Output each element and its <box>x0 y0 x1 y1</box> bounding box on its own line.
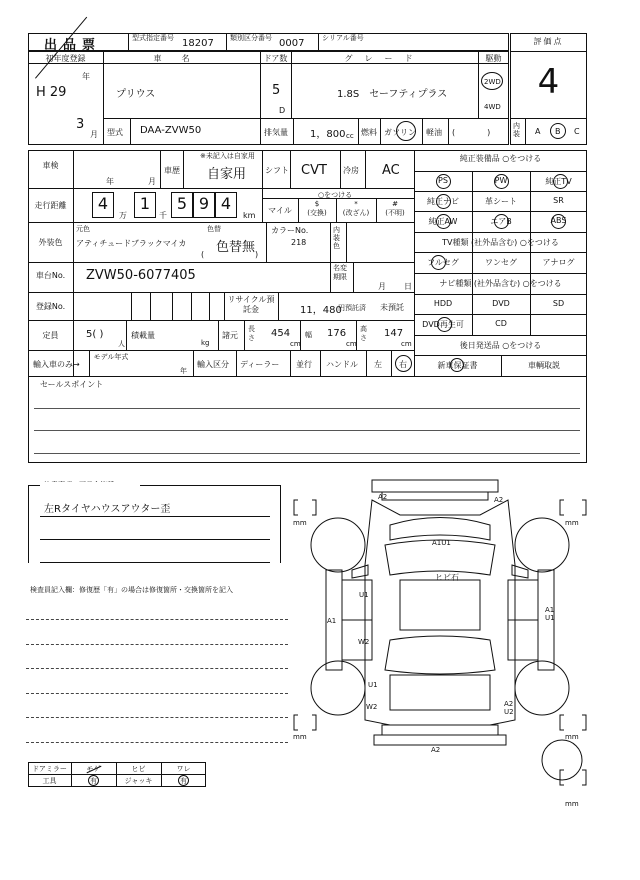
divider <box>236 350 237 376</box>
parallel-label: 並行 <box>296 360 312 369</box>
model-no-value: 18207 <box>182 38 214 49</box>
height-value: 147 <box>384 328 404 339</box>
capacity-value: 5( ) <box>86 329 104 340</box>
notes-line <box>40 562 270 563</box>
right-handle-circle <box>395 355 412 372</box>
unknown-label: # (不明) <box>385 200 405 217</box>
history-label: 車歴 <box>164 166 180 175</box>
divider <box>172 292 173 320</box>
hood <box>390 518 490 541</box>
damage-a1-left: A1 <box>327 617 337 625</box>
damage-a2-top-left: A2 <box>378 493 388 501</box>
chassis-value: ZVW50-6077405 <box>86 268 196 283</box>
tv-analog: アナログ <box>542 258 575 267</box>
divider <box>126 320 127 350</box>
notes-bracket <box>28 485 281 563</box>
inspector-label: 検査員記入欄：修復歴「有」の場合は修復箇所・交換箇所を記入 <box>30 586 233 594</box>
model-year-label: モデル年式 <box>93 353 129 361</box>
divider <box>28 774 206 775</box>
history-value: 自家用 <box>207 167 247 182</box>
color-no-label: カラーNo. <box>271 226 309 235</box>
sales-line <box>34 408 580 409</box>
sales-line <box>34 430 580 431</box>
model-no-label: 型式指定番号 <box>132 34 174 42</box>
model-type-value: DAA-ZVW50 <box>140 125 202 136</box>
divider <box>358 118 359 145</box>
dealer-label: ディーラー <box>240 360 280 369</box>
divider <box>414 335 587 336</box>
rear-bumper-lower <box>374 735 506 745</box>
recycle-unit: 円預託済 <box>338 304 366 312</box>
fuel-label: 燃料 <box>361 128 377 137</box>
wheel-front-right <box>515 518 569 572</box>
mileage-label: 走行距離 <box>34 201 67 210</box>
divider <box>300 320 301 350</box>
bracket <box>294 500 298 515</box>
navi-cd: CD <box>495 319 507 328</box>
load-unit: kg <box>201 339 210 347</box>
front-bumper <box>372 480 498 492</box>
divider <box>414 171 587 172</box>
divider <box>290 350 291 376</box>
divider <box>218 320 219 350</box>
damage-a1u1-right: A1 U1 <box>545 606 555 622</box>
interior-b: B <box>555 127 561 136</box>
interior-label: 内装 <box>513 122 520 138</box>
height-label: 高さ <box>360 325 367 342</box>
shift-label: シフト <box>265 166 289 175</box>
diagram-mm: mm <box>293 519 307 527</box>
navi-dvd-play: DVD再生可 <box>422 320 464 329</box>
divider <box>414 294 587 295</box>
notes-line <box>40 516 270 517</box>
bracket <box>560 715 564 730</box>
divider <box>28 262 414 263</box>
divider <box>262 150 263 188</box>
wheel-rear-right <box>515 661 569 715</box>
bracket <box>312 500 316 515</box>
recycle-not: 未預託 <box>380 303 404 312</box>
inspection-month: 月 <box>148 177 156 186</box>
divider <box>472 171 473 335</box>
mileage-km: km <box>243 211 256 220</box>
divider <box>330 222 331 262</box>
divider <box>525 118 526 145</box>
inspector-line <box>26 693 288 694</box>
later-title: 後日発送品 ○をつける <box>459 341 542 350</box>
equip-ps-circle <box>436 174 451 189</box>
divider <box>128 33 129 51</box>
fuel-gas: ガソリン <box>384 128 416 137</box>
chassis-label: 車台No. <box>35 271 66 280</box>
capacity-label: 定員 <box>42 331 59 340</box>
equip-aw-circle <box>436 214 451 229</box>
mirror-hibi: ヒビ <box>131 765 146 773</box>
color-tone: 色替無 <box>216 240 256 255</box>
mileage-digit-2: 1 <box>139 194 151 213</box>
tool-label: 工具 <box>42 777 57 785</box>
mileage-digit-1: 4 <box>97 194 109 213</box>
equip-navi: 純正ナビ <box>427 197 459 206</box>
notes-line <box>40 539 270 540</box>
import-label: 輸入車のみ→ <box>33 360 80 369</box>
diagram-mm: mm <box>565 800 579 808</box>
drive-label: 駆動 <box>485 54 502 63</box>
tool-have: 有 <box>90 777 97 785</box>
equip-pw-circle <box>494 174 509 189</box>
equip-sr: SR <box>553 196 564 205</box>
doors-label: ドア数 <box>263 54 288 63</box>
wheel-rear-left <box>311 661 365 715</box>
equip-airbag: エアB <box>490 217 512 226</box>
divider <box>448 118 449 145</box>
divider <box>28 222 414 223</box>
divider <box>414 211 587 212</box>
later-warranty: 新車保証書 <box>437 361 478 370</box>
grade-label: グレード <box>344 54 425 63</box>
first-reg-label: 初年度登録 <box>45 54 86 63</box>
divider <box>28 376 587 377</box>
equip-pw: PW <box>494 176 508 185</box>
equip-tv: 純正TV <box>545 177 572 186</box>
navi-dvd-play-circle <box>437 317 452 332</box>
spare-tire <box>542 740 582 780</box>
length-label: 長さ <box>248 325 255 342</box>
diagram-mm: mm <box>293 733 307 741</box>
tv-title: TV種類 (社外品含む) ○をつける <box>442 238 559 247</box>
divider <box>103 51 104 145</box>
divider <box>226 33 227 51</box>
length-unit: cm <box>290 340 301 348</box>
rear-bumper <box>382 725 498 735</box>
mileage-digit-3: 5 <box>176 194 188 213</box>
equip-airbag-circle <box>494 214 509 229</box>
divider <box>422 118 423 145</box>
divider <box>365 150 366 188</box>
divider <box>266 222 267 262</box>
divider <box>414 314 587 315</box>
diagram-mm: mm <box>565 733 579 741</box>
capacity-unit: 人 <box>118 340 125 348</box>
score-value: 4 <box>537 62 560 102</box>
bracket <box>582 500 586 515</box>
displacement-value: 1，800 <box>310 129 346 140</box>
divider <box>278 292 279 320</box>
divider <box>346 222 347 262</box>
width-unit: cm <box>346 340 357 348</box>
load-label: 積載量 <box>131 331 155 340</box>
wheel-front-left <box>311 518 365 572</box>
inspector-line <box>26 619 288 620</box>
width-value: 176 <box>327 328 347 339</box>
bracket <box>294 715 298 730</box>
handle-label: ハンドル <box>326 360 358 369</box>
displacement-label: 排気量 <box>264 128 288 137</box>
damage-w2-left: W2 <box>358 638 370 646</box>
tamper-label: * (改ざん) <box>342 200 370 217</box>
sales-point-label: セールスポイント <box>40 380 104 389</box>
damage-w2-rear: W2 <box>366 703 378 711</box>
equip-leather: 革シート <box>485 197 517 206</box>
divider <box>183 150 184 188</box>
divider <box>320 350 321 376</box>
divider <box>89 350 90 376</box>
damage-a2-top-right: A2 <box>494 496 504 504</box>
inspector-line <box>26 644 288 645</box>
damage-u1-left: U1 <box>359 591 369 599</box>
interior-b-circle <box>550 123 566 139</box>
mileage-circle-note: ○をつける <box>318 191 353 199</box>
orig-color: アティチュードブラックマイカ <box>76 239 187 248</box>
equip-abs: ABS <box>550 216 567 225</box>
divider <box>209 292 210 320</box>
import-type-label: 輸入区分 <box>197 360 229 369</box>
displacement-unit: cc <box>346 132 354 140</box>
bracket <box>582 715 586 730</box>
paren-close: ) <box>255 250 259 259</box>
divider <box>160 150 161 188</box>
doors-value: 5 <box>272 83 281 98</box>
navi-hdd: HDD <box>433 299 453 308</box>
nc-day: 日 <box>404 282 412 291</box>
divider <box>391 350 392 376</box>
tool-jack-have: 有 <box>180 777 187 785</box>
rear-glass <box>385 636 495 674</box>
divider <box>290 150 291 188</box>
divider <box>330 262 331 292</box>
factory-equipment-title: 純正装備品 ○をつける <box>459 154 542 163</box>
divider <box>510 118 587 119</box>
exchange-label: $ (交換) <box>307 200 327 217</box>
body-outline <box>365 500 515 725</box>
divider <box>501 355 502 376</box>
divider <box>366 350 367 376</box>
divider <box>150 292 151 320</box>
divider <box>414 273 587 274</box>
divider <box>380 118 381 145</box>
width-label: 幅 <box>305 331 312 339</box>
drive-2wd-circle <box>481 72 503 90</box>
divider <box>73 150 74 376</box>
equip-aw: 純正AW <box>428 217 458 226</box>
diagram-mm: mm <box>565 519 579 527</box>
nc-month: 月 <box>378 282 386 291</box>
cooler-value: AC <box>382 163 400 178</box>
navi-sd: SD <box>552 299 565 308</box>
recycle-label: リサイクル預託金 <box>227 295 275 314</box>
damage-hibi-ishi: ヒビ石 <box>435 573 459 582</box>
height-unit: cm <box>401 340 412 348</box>
tv-fullseg-circle <box>431 255 446 270</box>
color-no: 218 <box>291 238 307 247</box>
mirror-moge: モゲ <box>86 765 101 773</box>
inspection-year: 年 <box>106 177 114 186</box>
color-tone-label: 色替 <box>207 225 221 233</box>
inspector-line <box>26 668 288 669</box>
car-diagram <box>290 470 590 810</box>
divider <box>28 350 414 351</box>
fuel-gas-circle <box>396 121 416 141</box>
mileage-digit-5: 4 <box>220 194 232 213</box>
door-rr <box>508 620 538 660</box>
year-unit: 年 <box>82 72 90 81</box>
color-label: 外装色 <box>38 238 63 247</box>
divider <box>414 232 587 233</box>
divider <box>356 320 357 350</box>
orig-color-label: 元色 <box>76 225 90 233</box>
later-manual: 車輌取説 <box>528 361 560 370</box>
cooler-label: 冷房 <box>343 166 359 175</box>
bracket <box>582 770 586 785</box>
drive-4wd: 4WD <box>484 103 501 111</box>
divider <box>130 118 131 145</box>
month-unit: 月 <box>90 130 98 139</box>
divider <box>414 191 587 192</box>
divider <box>340 150 341 188</box>
notes-line1: 左Rタイヤハウスアウター歪 <box>44 504 171 515</box>
navi-dvd: DVD <box>492 299 510 308</box>
divider <box>260 51 261 145</box>
divider <box>28 292 414 293</box>
divider <box>510 51 587 52</box>
mileage-sen: 千 <box>159 211 167 220</box>
damage-a1u1-roof: A1U1 <box>432 539 451 547</box>
divider <box>414 252 587 253</box>
serial-label: シリアル番号 <box>322 34 364 42</box>
divider <box>318 33 319 51</box>
equip-navi-circle <box>436 194 451 209</box>
notes-bracket-mask <box>40 482 140 488</box>
divider <box>131 292 132 320</box>
damage-a2-bottom: A2 <box>431 746 441 754</box>
bracket <box>560 770 564 785</box>
trunk <box>390 675 490 710</box>
tv-oneseg: ワンセグ <box>485 258 517 267</box>
mileage-man: 万 <box>119 211 127 220</box>
fuel-other: ( ) <box>452 128 491 137</box>
divider <box>353 262 354 292</box>
history-note: ※未記入は自家用 <box>200 152 255 160</box>
interior-c: C <box>574 127 580 136</box>
mile-label: マイル <box>268 206 292 215</box>
shift-value: CVT <box>301 163 327 178</box>
category-label: 類別区分番号 <box>230 34 272 42</box>
damage-u1-rear: U1 <box>368 681 378 689</box>
right-label: 右 <box>399 360 407 369</box>
page-title: 出品票 <box>44 38 102 53</box>
roof <box>400 580 480 630</box>
divider <box>193 350 194 376</box>
later-warranty-circle <box>450 358 464 372</box>
equip-abs-circle <box>551 214 566 229</box>
car-name-label: 車名 <box>153 54 210 63</box>
sales-line <box>34 453 580 454</box>
tv-fullseg: フルセグ <box>427 258 459 267</box>
model-type-label: 型式 <box>107 128 123 137</box>
divider <box>293 118 294 145</box>
equip-ps: PS <box>438 176 448 185</box>
inspection-label: 車検 <box>42 161 59 170</box>
tool-jack-have-circle <box>178 775 189 786</box>
first-reg-year: H 29 <box>36 85 67 100</box>
drive-2wd: 2WD <box>484 78 501 86</box>
tool-jack: ジャッキ <box>124 777 153 785</box>
first-reg-month: 3 <box>76 117 85 132</box>
interior-color-label: 内装色 <box>333 226 340 250</box>
score-label: 評価点 <box>533 37 564 46</box>
left-label: 左 <box>374 360 382 369</box>
divider <box>28 188 414 189</box>
fuel-diesel: 軽油 <box>426 128 442 137</box>
door-fl <box>342 580 372 620</box>
interior-a: A <box>535 127 541 136</box>
inspector-line <box>26 717 288 718</box>
front-bumper-inner <box>382 492 488 500</box>
divider <box>530 171 531 335</box>
length-value: 454 <box>271 328 291 339</box>
mileage-digit-4: 9 <box>198 194 210 213</box>
dim-label: 諸元 <box>222 331 238 340</box>
mirror-label: ドアミラー <box>32 765 67 773</box>
model-year-unit: 年 <box>180 367 187 375</box>
bracket <box>560 500 564 515</box>
name-change-label: 名変期限 <box>333 264 347 281</box>
divider <box>244 320 245 350</box>
damage-a2u2-right: A2 U2 <box>504 700 514 716</box>
grade-value: 1.8S セーフティプラス <box>337 89 448 100</box>
category-value: 0007 <box>279 38 305 49</box>
recycle-amount: 11，480 <box>300 305 342 316</box>
reg-no-label: 登録No. <box>35 302 66 311</box>
equip-tv-circle <box>553 174 568 189</box>
mirror-ware: ワレ <box>176 765 191 773</box>
navi-title: ナビ種類 (社外品含む) ○をつける <box>439 279 562 288</box>
paren-open: ( <box>201 250 205 259</box>
inspector-line <box>26 742 288 743</box>
car-name: プリウス <box>116 89 156 100</box>
divider <box>191 292 192 320</box>
bracket <box>312 715 316 730</box>
door-fr <box>508 580 538 620</box>
doors-suffix: D <box>279 106 286 115</box>
tool-have-circle <box>88 775 99 786</box>
divider <box>262 198 414 199</box>
